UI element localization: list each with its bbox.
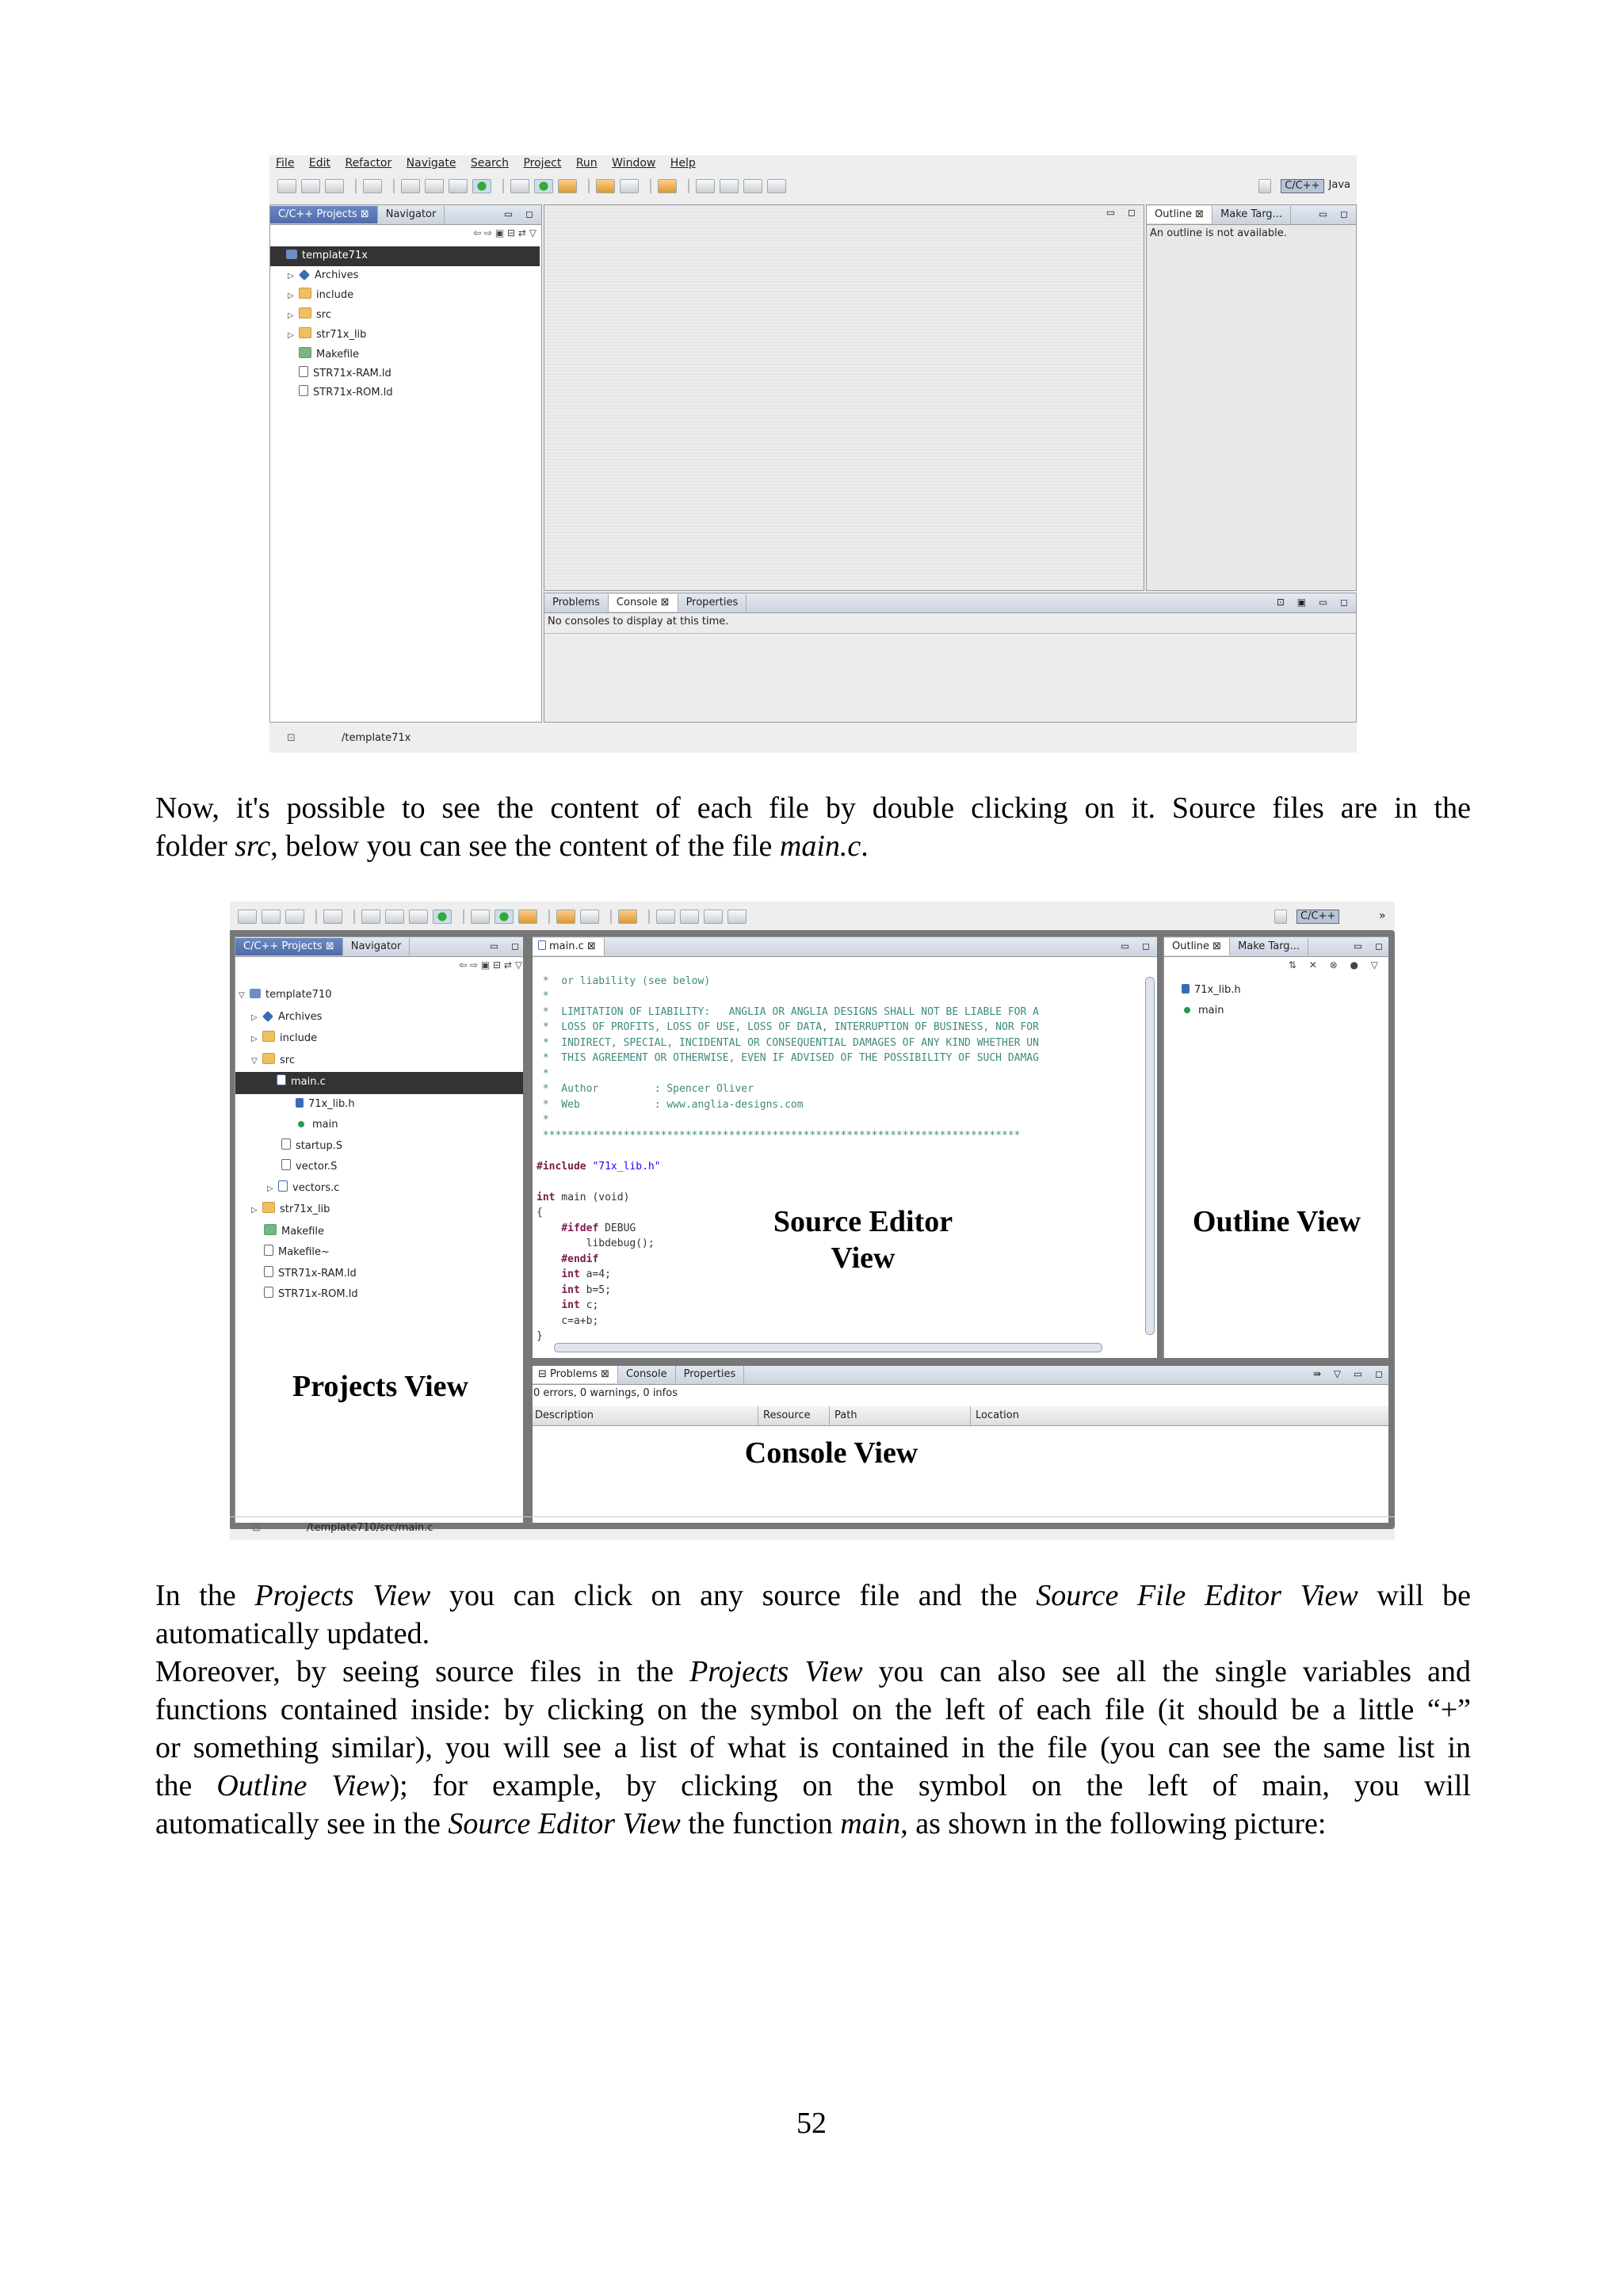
label-source-editor-line-2: View — [831, 1241, 896, 1275]
tab-outline[interactable]: Outline ⊠ — [1164, 938, 1230, 955]
tree-item-lib[interactable]: ▷ str71x_lib — [251, 1203, 330, 1215]
build-icon[interactable] — [363, 179, 382, 193]
problems-summary: 0 errors, 0 warnings, 0 infos — [533, 1387, 678, 1399]
outline-item-lib-h[interactable]: 71x_lib.h — [1182, 980, 1241, 1001]
tab-navigator[interactable]: Navigator — [343, 938, 411, 955]
status-bar-2 — [230, 1516, 1395, 1539]
back-icon[interactable] — [743, 179, 762, 193]
asm-file-icon — [281, 1138, 291, 1150]
main-toolbar-2 — [230, 905, 1395, 929]
c-file-icon — [538, 940, 546, 950]
column-location[interactable]: Location — [971, 1406, 1391, 1425]
makefile-icon — [299, 347, 311, 358]
paragraph-2-line-1: In the Projects View you can click on any source file and the Source File Editor View will be — [155, 1579, 1472, 1612]
new-class-icon[interactable] — [472, 179, 491, 193]
label-source-editor-line-1: Source Editor — [773, 1205, 953, 1238]
c-file-icon — [278, 1180, 288, 1192]
chevron-more-icon[interactable]: » — [1379, 910, 1386, 922]
tree-item-makefile[interactable]: Makefile — [235, 1222, 525, 1243]
tab-make-targets[interactable]: Make Targ... — [1212, 206, 1291, 223]
tab-console[interactable]: Console — [618, 1366, 676, 1383]
open-type-icon[interactable] — [556, 910, 575, 924]
file-icon — [264, 1245, 273, 1256]
next-annotation-icon[interactable] — [656, 910, 675, 924]
tree-item-startup[interactable]: startup.S — [235, 1136, 525, 1158]
outline-item-main[interactable]: main — [1182, 1001, 1241, 1021]
menu-file[interactable]: File — [276, 157, 295, 170]
folder-icon — [299, 327, 311, 338]
editor-horizontal-scrollbar[interactable] — [554, 1343, 1102, 1352]
paragraph-1-line-2: folder src, below you can see the content of the file main.c. — [155, 830, 869, 863]
new-file-icon[interactable] — [449, 179, 468, 193]
menu-run[interactable]: Run — [575, 157, 598, 170]
perspective-cpp[interactable]: C/C++ — [1281, 179, 1323, 193]
tree-item-archives[interactable]: ▷ Archives — [251, 1010, 323, 1023]
new-icon[interactable] — [277, 179, 296, 193]
editor-area — [544, 204, 1144, 591]
new-folder-icon[interactable] — [425, 179, 444, 193]
outline-tabbar — [1147, 205, 1356, 225]
projects-view — [235, 936, 528, 1524]
outline-window-controls[interactable]: ▭ ◻ — [1318, 208, 1353, 219]
menu-navigate[interactable]: Navigate — [406, 157, 456, 170]
menu-refactor[interactable]: Refactor — [345, 157, 392, 170]
tree-item-src[interactable]: ▽ src — [251, 1054, 295, 1066]
column-resource[interactable]: Resource — [758, 1406, 830, 1425]
paragraph-2-line-5: or something similar), you will see a list of what is contained in the file (you can see the same list in — [155, 1731, 1471, 1764]
source-editor-view — [529, 936, 1159, 1361]
editor-vertical-scrollbar[interactable] — [1145, 977, 1155, 1335]
label-outline-view: Outline View — [1192, 1205, 1361, 1238]
new-project-icon[interactable] — [401, 179, 420, 193]
run-icon[interactable] — [495, 910, 514, 924]
c-file-icon — [277, 1074, 286, 1085]
perspective-cpp[interactable]: C/C++ — [1296, 910, 1339, 924]
file-icon — [299, 366, 308, 377]
search-icon[interactable] — [620, 179, 639, 193]
open-perspective-icon[interactable] — [1258, 179, 1271, 193]
eclipse-screenshot-1 — [269, 155, 1357, 753]
function-icon — [1184, 1007, 1190, 1013]
column-path[interactable]: Path — [830, 1406, 971, 1425]
outline-panel — [1146, 204, 1357, 591]
menu-bar — [269, 157, 1357, 174]
tab-make-targets[interactable]: Make Targ... — [1230, 938, 1308, 955]
status-path: /template710/src/main.c — [307, 1522, 433, 1534]
new-icon[interactable] — [238, 910, 257, 924]
print-icon[interactable] — [285, 910, 304, 924]
folder-icon — [262, 1053, 275, 1064]
menu-edit[interactable]: Edit — [308, 157, 331, 170]
menu-project[interactable]: Project — [523, 157, 562, 170]
main-toolbar — [269, 174, 1357, 198]
prev-annotation-icon[interactable] — [680, 910, 699, 924]
projects-panel — [269, 204, 542, 723]
window-controls[interactable]: ▭ ◻ — [489, 940, 524, 952]
debug-icon[interactable] — [471, 910, 490, 924]
forward-icon[interactable] — [727, 910, 747, 924]
console-view — [529, 1364, 1392, 1524]
menu-window[interactable]: Window — [612, 157, 656, 170]
tree-item-lib-h[interactable]: 71x_lib.h — [235, 1094, 525, 1116]
paragraph-2-line-4: functions contained inside: by clicking on the symbol on the left of each file (it should be a little “+” — [155, 1693, 1471, 1726]
console-tabbar-2 — [530, 1365, 1391, 1385]
tab-properties[interactable]: Properties — [678, 594, 747, 612]
console-window-controls[interactable]: ⊡ ▣ ▭ ◻ — [1276, 597, 1353, 608]
status-bar — [269, 727, 1357, 749]
open-perspective-icon[interactable] — [1274, 910, 1287, 924]
function-icon — [298, 1121, 304, 1127]
prev-annotation-icon[interactable] — [720, 179, 739, 193]
tree-item-include[interactable]: ▷ include — [288, 289, 354, 301]
tree-item-makefile[interactable]: Makefile — [270, 345, 540, 364]
tree-item-project[interactable]: ▾ template71x — [270, 246, 540, 266]
tab-cpp-projects[interactable]: C/C++ Projects ⊠ — [235, 938, 343, 955]
tree-item-vector[interactable]: vector.S — [235, 1157, 525, 1178]
open-folder-icon[interactable] — [658, 179, 677, 193]
external-tools-icon[interactable] — [558, 179, 577, 193]
tree-item-ram[interactable]: STR71x-RAM.ld — [235, 1264, 525, 1285]
projects-tabbar — [270, 205, 541, 225]
outline-toolbar-icons[interactable]: ⇅ ✕ ⊗ ● ▽ — [1288, 959, 1383, 971]
tab-outline[interactable]: Outline ⊠ — [1147, 206, 1212, 223]
tree-item-vectors-c[interactable]: ▷ vectors.c — [267, 1181, 340, 1194]
tab-problems[interactable]: Problems — [544, 594, 609, 612]
menu-help[interactable]: Help — [670, 157, 696, 170]
editor-window-controls[interactable]: ▭ ◻ — [1120, 940, 1155, 952]
project-tree-2 — [235, 985, 525, 1306]
code-area[interactable]: * or liability (see below) * * LIMITATION OF LIABILITY: ANGLIA OR ANGLIA DESIGNS SHALL NOT BE LIABLE FOR A * LOSS OF PROFITS, LOSS OF USE, LOSS OF DATA, INTERRUPTION OF BUSINESS, NOR FOR * INDIRECT, SPECIAL, INCIDENTAL OR CONSEQUENTIAL DAMAGES OF ANY KIND WHETHER UN * THIS AGREEMENT OR OTHERWISE, EVEN IF ADVISED OF THE POSSIBILITY OF SUCH DAMAG * * Author : Spencer Oliver * Web : www.anglia-designs.com * ***************************************************************************** #include "71x_lib.h" int main (void) { #ifdef DEBUG libdebug(); #endif int a=4; int b=5; int c; c=a+b; } — [537, 974, 1039, 1342]
new-class-icon[interactable] — [433, 910, 452, 924]
include-icon — [296, 1098, 304, 1108]
console-window-controls[interactable]: ⇛ ▽ ▭ ◻ — [1312, 1368, 1388, 1379]
open-folder-icon[interactable] — [618, 910, 637, 924]
tree-item-archives[interactable]: ▷ Archives — [288, 269, 359, 281]
tab-navigator[interactable]: Navigator — [378, 206, 445, 223]
tree-item-main-fn[interactable]: main — [235, 1115, 525, 1136]
new-project-icon[interactable] — [361, 910, 380, 924]
folder-icon — [262, 1031, 275, 1042]
save-icon[interactable] — [301, 179, 320, 193]
status-path: /template71x — [342, 732, 411, 744]
open-type-icon[interactable] — [596, 179, 615, 193]
print-icon[interactable] — [325, 179, 344, 193]
next-annotation-icon[interactable] — [696, 179, 715, 193]
archives-icon — [299, 269, 310, 280]
fast-view-icon[interactable]: ⊡ — [287, 732, 296, 744]
paragraph-2-line-7: automatically see in the Source Editor View the function main, as shown in the following picture: — [155, 1807, 1327, 1840]
label-projects-view: Projects View — [292, 1370, 468, 1403]
asm-file-icon — [281, 1159, 291, 1170]
external-tools-icon[interactable] — [518, 910, 537, 924]
archives-icon — [262, 1010, 273, 1021]
label-source-editor-view — [705, 1203, 1022, 1276]
tree-item-main-c[interactable]: ▾ main.c — [235, 1072, 525, 1094]
tree-item-ram[interactable]: STR71x-RAM.ld — [270, 364, 540, 383]
tab-cpp-projects[interactable]: C/C++ Projects ⊠ — [270, 206, 378, 223]
include-icon — [1182, 984, 1190, 994]
console-message: No consoles to display at this time. — [548, 616, 729, 627]
folder-icon — [262, 1202, 275, 1213]
tree-item-makefile-bak[interactable]: Makefile~ — [235, 1242, 525, 1264]
build-icon[interactable] — [323, 910, 342, 924]
folder-icon — [299, 307, 311, 318]
outline-message: An outline is not available. — [1150, 227, 1287, 239]
tree-item-lib[interactable]: ▷ str71x_lib — [288, 329, 367, 341]
search-icon[interactable] — [580, 910, 599, 924]
tab-problems[interactable]: ⊟ Problems ⊠ — [530, 1366, 618, 1383]
tab-console[interactable]: Console ⊠ — [609, 594, 678, 612]
paragraph-2-line-3: Moreover, by seeing source files in the Projects View you can also see all the single variables and — [155, 1655, 1472, 1688]
back-icon[interactable] — [704, 910, 723, 924]
new-file-icon[interactable] — [409, 910, 428, 924]
column-description[interactable]: Description — [530, 1406, 758, 1425]
forward-icon[interactable] — [767, 179, 786, 193]
window-controls[interactable]: ▭ ◻ — [503, 208, 538, 219]
file-icon — [299, 385, 308, 396]
outline-tree — [1182, 980, 1241, 1021]
debug-icon[interactable] — [510, 179, 529, 193]
save-icon[interactable] — [262, 910, 281, 924]
menu-search[interactable]: Search — [470, 157, 510, 170]
tab-main-c[interactable]: main.c ⊠ — [530, 938, 605, 955]
paragraph-1-line-1: Now, it's possible to see the content of each file by double clicking on it. Source files are in the — [155, 791, 1471, 825]
file-icon — [264, 1266, 273, 1277]
page-number: 52 — [796, 2107, 827, 2140]
projects-tabbar-2 — [235, 937, 527, 957]
run-icon[interactable] — [534, 179, 553, 193]
paragraph-2-line-2: automatically updated. — [155, 1617, 430, 1650]
console-panel — [544, 593, 1357, 723]
perspective-java[interactable]: Java — [1328, 179, 1350, 191]
tree-item-rom[interactable]: STR71x-ROM.ld — [235, 1284, 525, 1306]
outline-view — [1163, 936, 1392, 1361]
paragraph-2 — [155, 1577, 1471, 1843]
outline-tabbar-2 — [1164, 937, 1391, 957]
console-tabbar — [544, 593, 1356, 613]
file-icon — [264, 1287, 273, 1298]
tree-item-include[interactable]: ▷ include — [251, 1032, 318, 1044]
tree-item-project[interactable]: ▽ template710 — [239, 989, 332, 1001]
tab-properties[interactable]: Properties — [676, 1366, 745, 1383]
folder-icon — [299, 288, 311, 299]
tree-item-rom[interactable]: STR71x-ROM.ld — [270, 383, 540, 402]
fast-view-icon[interactable]: ⊡ — [252, 1522, 261, 1534]
paragraph-1 — [155, 789, 1471, 865]
new-folder-icon[interactable] — [385, 910, 404, 924]
editor-tabbar — [530, 937, 1158, 957]
label-console-view: Console View — [744, 1436, 918, 1470]
editor-window-controls[interactable]: ▭ ◻ — [1106, 207, 1140, 218]
problems-icon: ⊟ — [538, 1368, 551, 1380]
paragraph-2-line-6: the Outline View); for example, by clicking on the symbol on the left of main, you will — [155, 1769, 1471, 1802]
makefile-icon — [264, 1224, 277, 1235]
tree-item-src[interactable]: ▷ src — [288, 309, 331, 321]
view-toolbar-icons[interactable]: ⇦ ⇨ ▣ ⊟ ⇄ ▽ — [473, 227, 537, 238]
project-tree — [270, 246, 540, 402]
problems-table-header — [530, 1406, 1391, 1426]
view-toolbar-icons[interactable]: ⇦ ⇨ ▣ ⊟ ⇄ ▽ — [459, 959, 522, 971]
eclipse-screenshot-2 — [230, 902, 1395, 1540]
outline-window-controls[interactable]: ▭ ◻ — [1353, 940, 1388, 952]
